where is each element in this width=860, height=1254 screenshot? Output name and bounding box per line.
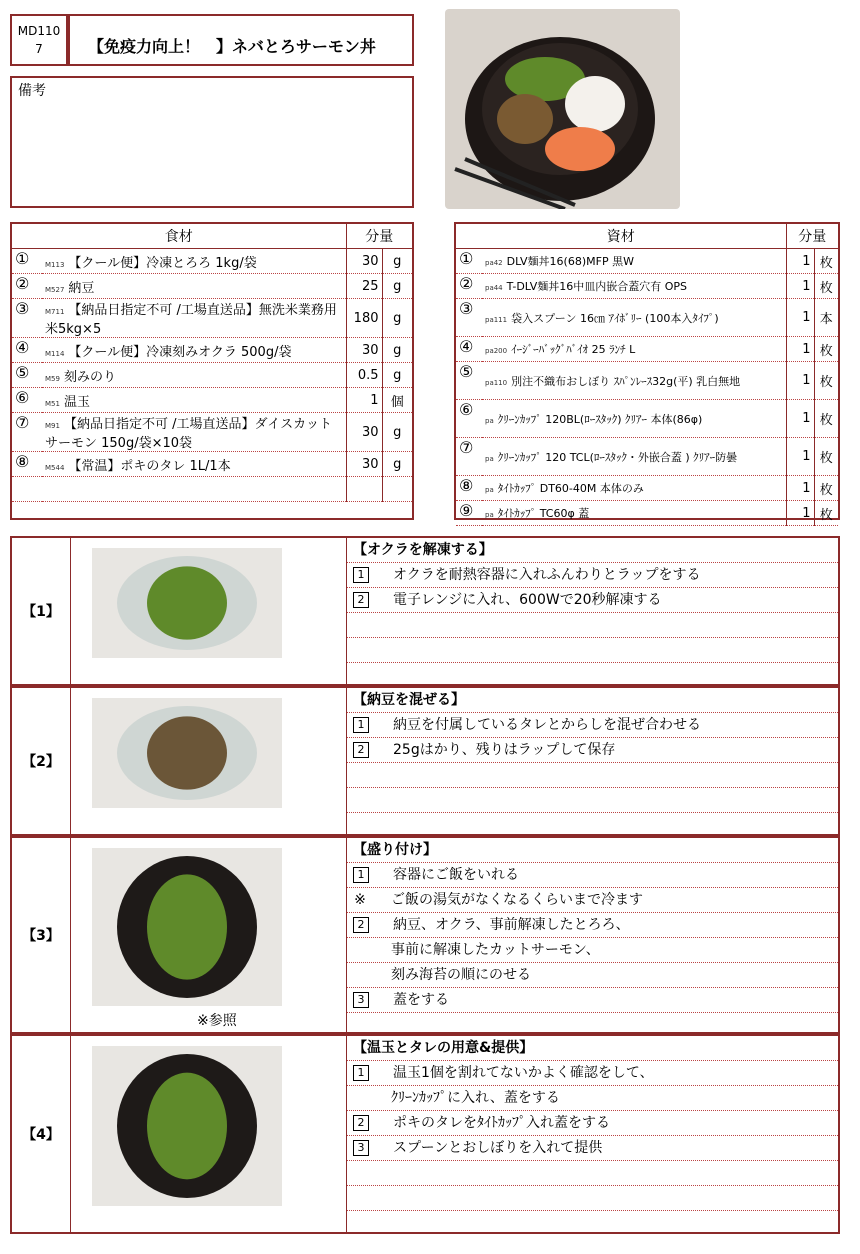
material-qty: 1: [786, 362, 814, 400]
empty-cell: [346, 477, 382, 502]
step-photo: [92, 848, 282, 1006]
step-3: [10, 836, 840, 1034]
material-qty: 1: [786, 249, 814, 274]
material-code: pa44: [485, 284, 503, 292]
materials-table: [454, 222, 840, 523]
material-name-text: 別注不織布おしぼり ｽﾊﾟﾝﾚｰｽ32g(平) 乳白無地: [511, 374, 741, 388]
step-line-text: ご飯の湯気がなくなるくらいまで冷ます: [391, 892, 643, 908]
ingredient-qty: 30: [346, 338, 382, 363]
material-code: pa110: [485, 378, 508, 387]
step-line-text: 容器にご飯をいれる: [393, 867, 519, 883]
material-name-text: ﾀｲﾄｶｯﾌﾟ TC60φ 蓋: [497, 507, 590, 520]
step-line: [347, 863, 838, 888]
material-name: [482, 337, 786, 362]
material-code: pa42: [485, 259, 503, 267]
step-label: 【2】: [12, 688, 71, 834]
recipe-title: 【免疫力向上！ 】ネバとろサーモン丼: [68, 14, 414, 66]
material-name: [482, 362, 786, 400]
ingredient-row: [12, 363, 412, 388]
material-code: pa111: [485, 315, 508, 324]
ingredient-unit: g: [382, 452, 412, 477]
step-heading: 【盛り付け】: [347, 838, 838, 863]
ingredient-name-text: 【クール便】冷凍刻みオクラ 500g/袋: [68, 344, 292, 360]
ingredient-name: [42, 274, 346, 299]
ingredient-number: ⑧: [12, 452, 42, 477]
ingredient-code: M113: [45, 260, 65, 269]
step-line-text: 25gはかり、残りはラップして保存: [393, 742, 616, 758]
material-qty: 1: [786, 438, 814, 476]
blank-line: [347, 613, 838, 638]
material-unit: 枚: [814, 337, 838, 362]
material-name: [482, 274, 786, 299]
ingredient-code: M711: [45, 308, 65, 316]
material-number: ①: [456, 249, 482, 274]
step-line-text: 刻み海苔の順にのせる: [391, 967, 531, 983]
material-name: [482, 501, 786, 526]
step-number-box: 2: [353, 592, 369, 608]
ingredient-unit: g: [382, 413, 412, 452]
ingredient-qty: 30: [346, 413, 382, 452]
ingredient-code: M91: [45, 422, 60, 430]
remarks-label: 備考: [18, 83, 46, 99]
step-line-text: 温玉1個を割れてないかよく確認をして、: [393, 1065, 654, 1081]
material-name-text: 袋入スプーン 16㎝ ｱｲﾎﾞﾘｰ (100本入ﾀｲﾌﾟ): [511, 311, 719, 325]
ingredient-qty: 0.5: [346, 363, 382, 388]
material-code: pa: [485, 416, 494, 425]
blank-line: [347, 638, 838, 663]
material-qty: 1: [786, 299, 814, 337]
step-4: [10, 1034, 840, 1234]
ingredient-name: [42, 452, 346, 477]
material-row: [456, 438, 838, 476]
ingredient-row: [12, 338, 412, 363]
step-number-box: 1: [353, 867, 369, 883]
ingredient-row: [12, 299, 412, 338]
material-number: ④: [456, 337, 482, 362]
ingredient-qty: 25: [346, 274, 382, 299]
step-number-box: 3: [353, 992, 369, 1008]
material-row: [456, 337, 838, 362]
step-label: 【1】: [12, 538, 71, 684]
material-number: ③: [456, 299, 482, 337]
step-line-text: 事前に解凍したカットサーモン、: [391, 942, 600, 958]
empty-cell: [12, 477, 42, 502]
step-text: [346, 838, 838, 1032]
step-heading: 【温玉とタレの用意&提供】: [347, 1036, 838, 1061]
material-row: [456, 249, 838, 274]
step-line: [347, 1086, 838, 1111]
empty-cell: [42, 477, 346, 502]
ingredient-unit: g: [382, 249, 412, 274]
ingredient-unit: g: [382, 274, 412, 299]
material-qty: 1: [786, 337, 814, 362]
ingredient-name: [42, 249, 346, 274]
ingredient-number: ⑦: [12, 413, 42, 452]
step-number-box: 2: [353, 1115, 369, 1131]
step-number-box: 3: [353, 1140, 369, 1156]
step-2: [10, 686, 840, 836]
ingredient-unit: g: [382, 363, 412, 388]
material-row: [456, 299, 838, 337]
material-number: ⑧: [456, 476, 482, 501]
step-number-box: 1: [353, 1065, 369, 1081]
step-photo: [92, 1046, 282, 1206]
step-line: [347, 963, 838, 988]
material-name-text: ｲｰｼﾞｰﾊﾞｯｸﾞﾊﾞｲｵ 25 ﾗﾝﾁ L: [511, 343, 636, 356]
ingredient-name-text: 【クール便】冷凍とろろ 1kg/袋: [68, 255, 257, 271]
step-line-text: 納豆を付属しているタレとからしを混ぜ合わせる: [393, 717, 701, 733]
step-heading: 【納豆を混ぜる】: [347, 688, 838, 713]
ingredient-number: ③: [12, 299, 42, 338]
step-number-box: 1: [353, 567, 369, 583]
blank-line: [347, 1161, 838, 1186]
step-number-box: 2: [353, 917, 369, 933]
ingredient-name-text: 【常温】ポキのタレ 1L/1本: [68, 458, 231, 474]
step-number-box: 2: [353, 742, 369, 758]
ingredient-code: M114: [45, 349, 65, 358]
ingredient-qty: 30: [346, 452, 382, 477]
material-unit: 枚: [814, 501, 838, 526]
ingredient-unit: 個: [382, 388, 412, 413]
material-qty: 1: [786, 274, 814, 299]
ingredient-name: [42, 388, 346, 413]
material-row: [456, 362, 838, 400]
material-unit: 枚: [814, 249, 838, 274]
recipe-code: MD110 7: [10, 14, 68, 66]
material-code: pa200: [485, 347, 508, 355]
ingredient-name-text: 温玉: [63, 394, 90, 410]
material-row: [456, 501, 838, 526]
ingredient-number: ⑤: [12, 363, 42, 388]
ingredient-name-text: 刻みのり: [63, 369, 116, 385]
ingredient-number: ②: [12, 274, 42, 299]
ingredient-unit: g: [382, 338, 412, 363]
step-line: [347, 1061, 838, 1086]
ingredient-name: [42, 413, 346, 452]
ingredient-name: [42, 299, 346, 338]
step-caption: ※参照: [197, 1013, 237, 1029]
material-code: pa: [485, 486, 494, 494]
blank-line: [347, 788, 838, 813]
step-photo: [92, 548, 282, 658]
materials-header: 資材: [456, 224, 786, 249]
material-name-text: ﾀｲﾄｶｯﾌﾟ DT60-40M 本体のみ: [497, 482, 644, 495]
ingredient-number: ①: [12, 249, 42, 274]
step-photo: [92, 698, 282, 808]
step-number-box: 1: [353, 717, 369, 733]
ingredient-qty: 180: [346, 299, 382, 338]
step-text: [346, 1036, 838, 1232]
step-line: [347, 888, 838, 913]
blank-line: [347, 763, 838, 788]
ingredient-row: [12, 249, 412, 274]
material-name-text: ｸﾘｰﾝｶｯﾌﾟ 120BL(ﾛｰｽﾀｯｸ) ｸﾘｱｰ 本体(86φ): [497, 412, 703, 426]
ingredients-qty-header: 分量: [346, 224, 412, 249]
step-label: 【4】: [12, 1036, 71, 1232]
ingredient-name-text: 納豆: [68, 280, 95, 296]
material-name: [482, 476, 786, 501]
step-line-text: 納豆、オクラ、事前解凍したとろろ、: [393, 917, 630, 933]
material-row: [456, 476, 838, 501]
ingredient-empty-row: [12, 477, 412, 502]
ingredient-number: ④: [12, 338, 42, 363]
ingredient-qty: 30: [346, 249, 382, 274]
material-name: [482, 299, 786, 337]
step-line-text: ポキのタレをﾀｲﾄｶｯﾌﾟ入れ蓋をする: [393, 1115, 610, 1131]
material-unit: 枚: [814, 438, 838, 476]
ingredient-name-text: 【納品日指定不可 /工場直送品】無洗米業務用米5kg×5: [45, 303, 337, 337]
material-number: ⑦: [456, 438, 482, 476]
step-label: 【3】: [12, 838, 71, 1032]
ingredient-unit: g: [382, 299, 412, 338]
material-number: ⑥: [456, 400, 482, 438]
material-unit: 枚: [814, 400, 838, 438]
step-line-text: ｸﾘｰﾝｶｯﾌﾟに入れ、蓋をする: [391, 1090, 560, 1106]
ingredient-code: M544: [45, 463, 65, 472]
ingredients-table: [10, 222, 414, 520]
ingredient-row: [12, 388, 412, 413]
step-line-text: 蓋をする: [393, 992, 449, 1008]
ingredient-qty: 1: [346, 388, 382, 413]
material-number: ⑨: [456, 501, 482, 526]
ingredient-name-text: 【納品日指定不可 /工場直送品】ダイスカットサーモン 150g/袋×10袋: [45, 417, 332, 451]
material-code: pa: [485, 454, 494, 463]
step-line: [347, 913, 838, 938]
materials-qty-header: 分量: [786, 224, 838, 249]
ingredient-name: [42, 363, 346, 388]
empty-cell: [382, 477, 412, 502]
material-unit: 枚: [814, 362, 838, 400]
step-text: [346, 688, 838, 834]
ingredient-row: [12, 274, 412, 299]
ingredient-row: [12, 452, 412, 477]
note-mark: ※: [354, 892, 366, 908]
dish-photo: [445, 9, 680, 209]
step-line-text: スプーンとおしぼりを入れて提供: [393, 1140, 603, 1156]
ingredient-name: [42, 338, 346, 363]
material-code: pa: [485, 511, 494, 519]
step-line: [347, 988, 838, 1013]
step-1: [10, 536, 840, 686]
step-heading: 【オクラを解凍する】: [347, 538, 838, 563]
material-qty: 1: [786, 501, 814, 526]
material-unit: 本: [814, 299, 838, 337]
ingredient-code: M59: [45, 374, 60, 383]
step-text: [346, 538, 838, 684]
material-name: [482, 249, 786, 274]
material-number: ②: [456, 274, 482, 299]
step-line: [347, 1111, 838, 1136]
material-name-text: DLV麺丼16(68)MFP 黒W: [506, 255, 634, 268]
material-name-text: T-DLV麺丼16中皿内嵌合蓋穴有 OPS: [506, 280, 688, 293]
step-line: [347, 713, 838, 738]
material-name-text: ｸﾘｰﾝｶｯﾌﾟ 120 TCL(ﾛｰｽﾀｯｸ・外嵌合蓋 ) ｸﾘｱｰ防曇: [497, 450, 738, 464]
material-qty: 1: [786, 400, 814, 438]
material-name: [482, 400, 786, 438]
ingredient-number: ⑥: [12, 388, 42, 413]
material-unit: 枚: [814, 274, 838, 299]
material-qty: 1: [786, 476, 814, 501]
step-line: [347, 738, 838, 763]
material-name: [482, 438, 786, 476]
step-line: [347, 588, 838, 613]
material-unit: 枚: [814, 476, 838, 501]
material-row: [456, 274, 838, 299]
step-line: [347, 563, 838, 588]
ingredient-row: [12, 413, 412, 452]
blank-line: [347, 1186, 838, 1211]
step-line-text: オクラを耐熱容器に入れふんわりとラップをする: [393, 567, 701, 583]
material-number: ⑤: [456, 362, 482, 400]
ingredient-code: M527: [45, 285, 65, 294]
step-line-text: 電子レンジに入れ、600Wで20秒解凍する: [393, 592, 662, 608]
step-line: [347, 1136, 838, 1161]
ingredients-header: 食材: [12, 224, 346, 249]
material-row: [456, 400, 838, 438]
ingredient-code: M51: [45, 399, 60, 408]
remarks-box: [10, 76, 414, 208]
step-line: [347, 938, 838, 963]
